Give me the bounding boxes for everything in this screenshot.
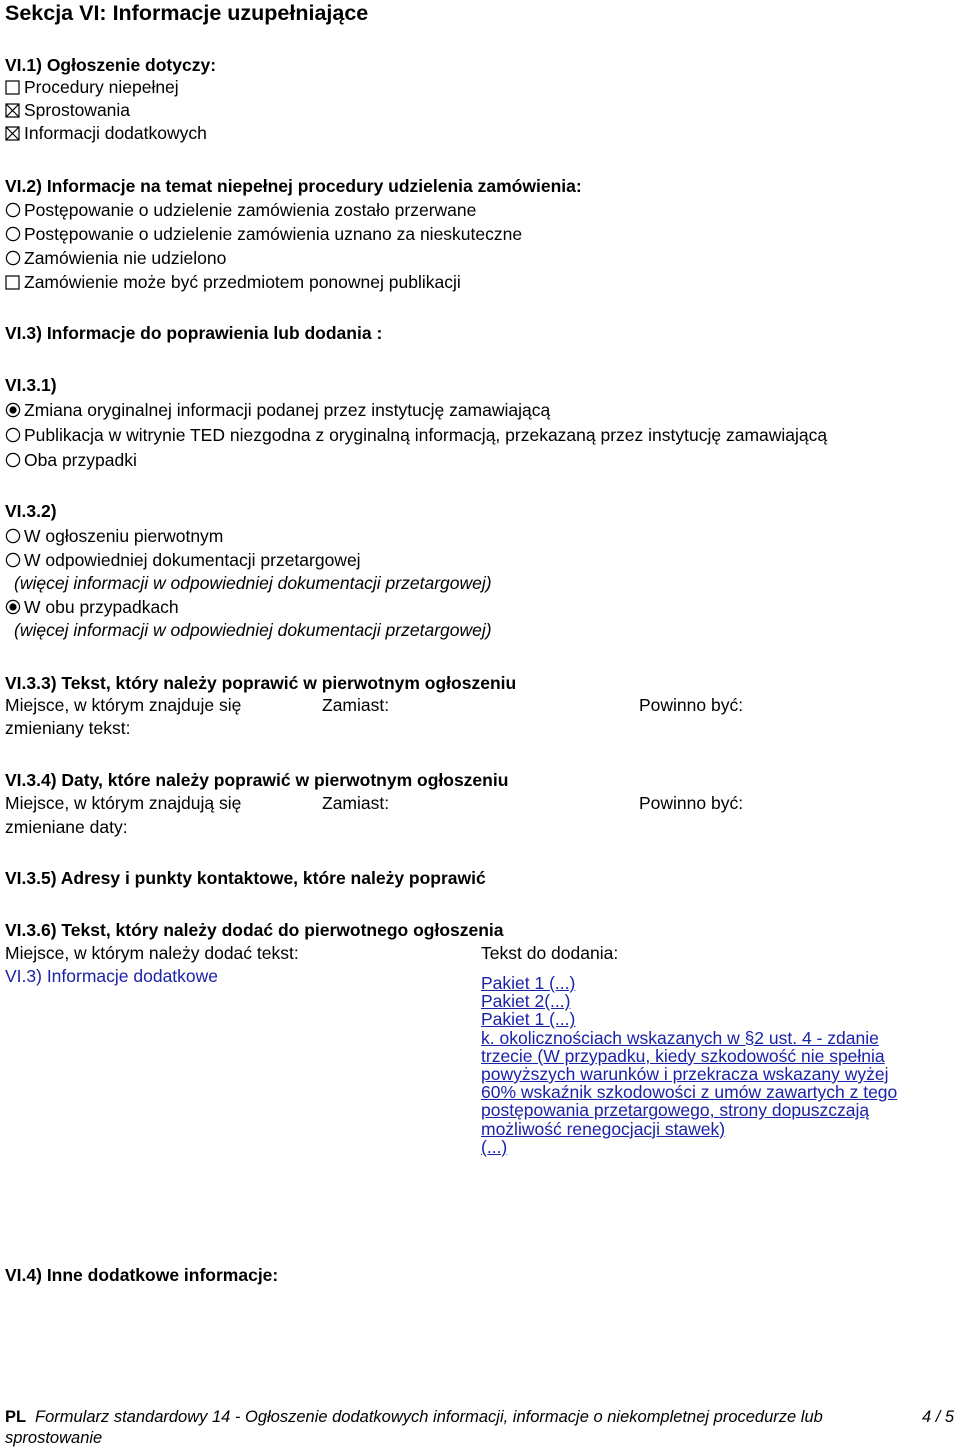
vi35-heading: VI.3.5) Adresy i punkty kontaktowe, które należy poprawić bbox=[5, 868, 486, 888]
vi1-option-sprostowania bbox=[5, 99, 130, 121]
radio-empty-icon bbox=[5, 528, 23, 544]
vi34-col-zamiast: Zamiast: bbox=[322, 793, 390, 813]
vi34-col-place-line2: zmieniane daty: bbox=[5, 817, 128, 837]
vi1-option-label: Procedury niepełnej bbox=[24, 76, 179, 97]
vi36-place-value: VI.3) Informacje dodatkowe bbox=[5, 966, 219, 986]
vi31-option-ted bbox=[5, 424, 827, 446]
vi34-heading: VI.3.4) Daty, które należy poprawić w pierwotnym ogłoszeniu bbox=[5, 770, 509, 790]
vi2-heading: VI.2) Informacje na temat niepełnej procedury udzielenia zamówienia: bbox=[5, 176, 582, 196]
vi36-text-line: Pakiet 1 (...) bbox=[481, 973, 576, 993]
radio-empty-icon bbox=[5, 250, 23, 266]
footer-form-title-line2: sprostowanie bbox=[5, 1429, 103, 1447]
vi36-col-place: Miejsce, w którym należy dodać tekst: bbox=[5, 943, 299, 963]
vi1-option-procedury bbox=[5, 76, 179, 98]
vi32-option-dokumentacja bbox=[5, 549, 361, 571]
vi1-option-label: Sprostowania bbox=[24, 99, 131, 120]
vi31-option-label: Publikacja w witrynie TED niezgodna z oryginalną informacją, przekazaną przez instytucję zamawiającą bbox=[24, 424, 828, 445]
radio-empty-icon bbox=[5, 226, 23, 242]
vi2-option-label: Zamówienie może być przedmiotem ponownej publikacji bbox=[24, 271, 461, 292]
vi31-option-oba bbox=[5, 449, 137, 471]
vi31-option-label: Oba przypadki bbox=[24, 449, 137, 470]
vi34-col-powinno: Powinno być: bbox=[639, 793, 744, 813]
footer-lang: PL bbox=[5, 1408, 27, 1426]
footer-page-number: 4 / 5 bbox=[922, 1408, 955, 1426]
vi1-option-label: Informacji dodatkowych bbox=[24, 122, 207, 143]
vi3-heading: VI.3) Informacje do poprawienia lub dodania : bbox=[5, 323, 383, 343]
vi36-text-line: powyższych warunków i przekracza wskazany wyżej bbox=[481, 1064, 889, 1085]
vi36-text-line: Pakiet 1 (...) bbox=[481, 1009, 576, 1030]
radio-empty-icon bbox=[5, 427, 23, 443]
vi36-text-line: możliwość renegocjacji stawek) bbox=[481, 1118, 726, 1139]
vi2-option-label: Postępowanie o udzielenie zamówienia zostało przerwane bbox=[24, 199, 477, 220]
vi2-option-nie-udzielono bbox=[5, 247, 226, 269]
vi36-added-text bbox=[481, 974, 941, 1156]
vi1-option-informacji bbox=[5, 122, 207, 144]
vi32-note: (więcej informacji w odpowiedniej dokumentacji przetargowej) bbox=[14, 573, 492, 593]
footer-form-title: Formularz standardowy 14 - Ogłoszenie dodatkowych informacji, informacje o niekompletnej procedurze lub bbox=[35, 1408, 823, 1426]
vi32-option-label: W odpowiedniej dokumentacji przetargowej bbox=[24, 549, 361, 570]
checkbox-empty-icon bbox=[5, 275, 23, 290]
vi31-option-label: Zmiana oryginalnej informacji podanej przez instytucję zamawiającą bbox=[24, 399, 551, 420]
vi33-col-place: Miejsce, w którym znajduje się bbox=[5, 695, 242, 715]
checkbox-crossed-icon bbox=[5, 103, 23, 118]
vi33-col-place-line2: zmieniany tekst: bbox=[5, 718, 131, 738]
vi32-option-ogloszenie bbox=[5, 525, 223, 547]
vi1-heading: VI.1) Ogłoszenie dotyczy: bbox=[5, 55, 217, 75]
vi32-heading: VI.3.2) bbox=[5, 501, 57, 521]
vi33-heading: VI.3.3) Tekst, który należy poprawić w pierwotnym ogłoszeniu bbox=[5, 673, 517, 693]
vi32-option-label: W ogłoszeniu pierwotnym bbox=[24, 525, 224, 546]
vi33-col-zamiast: Zamiast: bbox=[322, 695, 390, 715]
vi36-col-text: Tekst do dodania: bbox=[481, 943, 619, 963]
radio-empty-icon bbox=[5, 202, 23, 218]
section-title: Sekcja VI: Informacje uzupełniające bbox=[5, 1, 369, 25]
radio-empty-icon bbox=[5, 552, 23, 568]
vi36-heading: VI.3.6) Tekst, który należy dodać do pierwotnego ogłoszenia bbox=[5, 920, 504, 940]
vi33-col-powinno: Powinno być: bbox=[639, 695, 744, 715]
vi31-heading: VI.3.1) bbox=[5, 375, 57, 395]
vi36-text-line: (...) bbox=[481, 1136, 508, 1157]
vi4-heading: VI.4) Inne dodatkowe informacje: bbox=[5, 1265, 279, 1285]
radio-empty-icon bbox=[5, 452, 23, 468]
checkbox-crossed-icon bbox=[5, 126, 23, 141]
radio-selected-icon bbox=[5, 402, 23, 418]
vi36-text-line: postępowania przetargowego, strony dopuszczają bbox=[481, 1100, 870, 1121]
vi32-option-oba bbox=[5, 596, 179, 618]
vi36-text-line: Pakiet 2(...) bbox=[481, 991, 571, 1012]
vi32-note: (więcej informacji w odpowiedniej dokumentacji przetargowej) bbox=[14, 620, 492, 640]
radio-selected-icon bbox=[5, 599, 23, 615]
vi36-text-line: trzecie (W przypadku, kiedy szkodowość nie spełnia bbox=[481, 1045, 885, 1066]
vi32-option-label: W obu przypadkach bbox=[24, 596, 179, 617]
vi36-text-line: k. okolicznościach wskazanych w §2 ust. 4 - zdanie bbox=[481, 1027, 879, 1048]
vi31-option-zmiana bbox=[5, 399, 550, 421]
vi34-col-place: Miejsce, w którym znajdują się bbox=[5, 793, 242, 813]
vi36-text-line: 60% wskaźnik szkodowości z umów zawartych z tego bbox=[481, 1082, 898, 1103]
checkbox-empty-icon bbox=[5, 80, 23, 95]
vi2-option-nieskuteczne bbox=[5, 223, 522, 245]
vi2-option-label: Zamówienia nie udzielono bbox=[24, 247, 227, 268]
vi2-option-przerwane bbox=[5, 199, 476, 221]
vi2-option-label: Postępowanie o udzielenie zamówienia uznano za nieskuteczne bbox=[24, 223, 523, 244]
vi2-option-ponowna-publikacja bbox=[5, 271, 461, 293]
